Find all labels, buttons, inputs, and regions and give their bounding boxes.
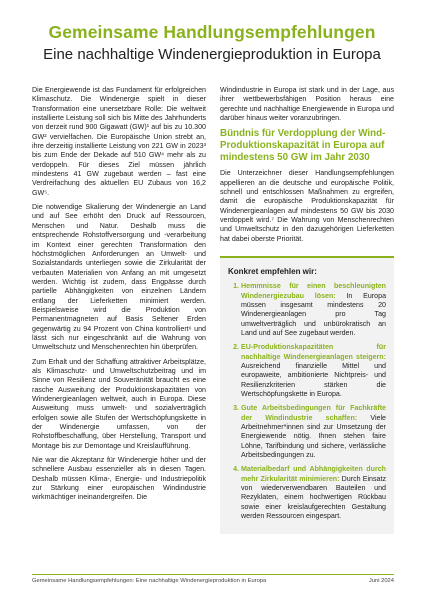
- item-text: Durch Einsatz von wiederverwendbaren Bauteilen und Rezyklaten, einem hochwertigen Rückbau sowie einer kreislaufgerechten Gestaltung werden Ressourcen eingespart.: [241, 474, 386, 521]
- recommendations-box: [220, 256, 394, 534]
- recommendations-list: [228, 282, 386, 521]
- recommendations-title: Konkret empfehlen wir:: [228, 266, 317, 276]
- list-item: [241, 465, 386, 521]
- right-column: [220, 86, 394, 534]
- left-column: [32, 86, 206, 508]
- item-highlight: Hemmnisse für einen beschleunigten Windenergiezubau lösen:: [241, 282, 386, 300]
- item-text: Viele Arbeitnehmer*innen sind zur Umsetzung der Energiewende nötig. Ihnen stehen faire Löhne, Tarifbindung und sichere, verlässliche Arbeitsbedingungen zu.: [241, 413, 386, 460]
- list-item: [241, 282, 386, 338]
- section-heading: Bündnis für Verdopplung der Wind-Produktionskapazität in Europa auf mindestens 50 GW im Jahr 2030: [220, 128, 386, 163]
- item-highlight: EU-Produktionskapazitäten für nachhaltige Windenergieanlagen steigern:: [241, 343, 386, 361]
- paragraph: Die Energiewende ist das Fundament für erfolgreichen Klimaschutz. Die Windenergie spielt in dieser Transformation eine unersetzbare Rolle: Die weltweit installierte Leistung soll sich bis Mitte des Jahrhunderts von derzeit rund 900 Gigawatt (GW)¹ auf bis zu 10.300 GW² vervielfachen. Die Europäische Union strebt an, ihre derzeitig installierte Leistung von 221 GW in 2023³ bis zum Ende der Dekade auf 510 GW⁴ mehr als zu verdoppeln. Für dieses Ziel müssen jährlich mindestens 41 GW zugebaut werden – fast eine Verdreifachung des aktuellen EU Zubaus von 16,2 GW⁵.: [32, 86, 206, 197]
- list-item: [241, 404, 386, 460]
- paragraph: Die notwendige Skalierung der Windenergie an Land und auf See erhöht den Druck auf Ressourcen, Menschen und Natur. Deshalb muss die entsprechende Rohstoffversorgung und -verarbeitung im Kontext einer gerechten Transformation den höchstmöglichen Anforderungen an Umwelt- und Sozialstandards unterliegen sowie die Zirkularität der verbauten Materialien von Anfang an mit umgesetzt werden. Wichtig ist zudem, dass Engpässe durch partielle Abhängigkeiten von einzelnen Ländern entlang der Lieferketten minimiert werden. Beispielsweise wird die Produktion von Permanentmagneten auf Basis Seltener Erden gegenwärtig zu 94 Prozent von China kontrolliert⁶ und lässt sich nur eingeschränkt auf die Wahrung von Umweltschutz und Menschenrechten hin überprüfen.: [32, 203, 206, 352]
- item-text: In Europa müssen insgesamt mindestens 20 Windenergieanlagen pro Tag umweltverträglich und unbürokratisch an Land und auf See zugebaut werden.: [241, 291, 387, 337]
- footer-divider: [32, 574, 394, 575]
- item-highlight: Gute Arbeitsbedingungen für Fachkräfte der Windindustrie schaffen:: [241, 404, 386, 422]
- paragraph: Windindustrie in Europa ist stark und in der Lage, aus ihrer wettbewerbsfähigen Position heraus eine gerechte und nachhaltige Energiewende in Europa und darüber hinaus weiter voranzubringen.: [220, 86, 394, 123]
- paragraph: Zum Erhalt und der Schaffung attraktiver Arbeitsplätze, als Klimaschutz- und Umweltschutzbeitrag und im Sinne von Resilienz und Souveränität braucht es eine rasche Ausweitung der Produktionskapazitäten von Windenergieanlagen weltweit, auch in Europa. Diese Ausweitung muss umwelt- und sozialverträglich erfolgen sowie alle Stufen der Wertschöpfungskette in der Windenergie umfassen, von der Rohstoffbeschaffung, über Herstellung, Transport und Montage bis zur Demontage und Kreislaufführung.: [32, 357, 206, 450]
- page-title: Gemeinsame Handlungsempfehlungen: [48, 22, 376, 42]
- item-highlight: Materialbedarf und Abhängigkeiten durch mehr Zirkularität minimieren:: [241, 465, 386, 483]
- page-subtitle: Eine nachhaltige Windenergieproduktion in Europa: [43, 46, 381, 63]
- item-text: Ausreichend finanzielle Mittel und europaweite, ambitionierte Nichtpreis- und Resilienzkriterien stärken die Wertschöpfungskette in Europa.: [241, 362, 386, 399]
- footer-date: Juni 2024: [368, 578, 394, 584]
- footer-document-title: Gemeinsame Handlungsempfehlungen: Eine nachhaltige Windenergieproduktion in Europa: [32, 578, 267, 584]
- list-item: [241, 343, 386, 399]
- paragraph: Nie war die Akzeptanz für Windenergie höher und der schnellere Ausbau essenzieller als in diesen Tagen. Deshalb müssen Klima-, Energie- und Industriepolitik zur Stärkung einer europäischen Windindustrie wirkmächtiger ineinandergreifen. Die: [32, 456, 206, 502]
- paragraph: Die Unterzeichner dieser Handlungsempfehlungen appellieren an die deutsche und europäische Politik, schnell und entschlossen Maßnahmen zu ergreifen, damit die europäische Produktionskapazität für Windenergieanlagen auf mindestens 50 GW bis 2030 verdoppelt wird.⁷ Die Wahrung von Menschenrechten und Umweltschutz in den dazugehörigen Lieferketten hat dabei oberste Priorität.: [220, 169, 394, 243]
